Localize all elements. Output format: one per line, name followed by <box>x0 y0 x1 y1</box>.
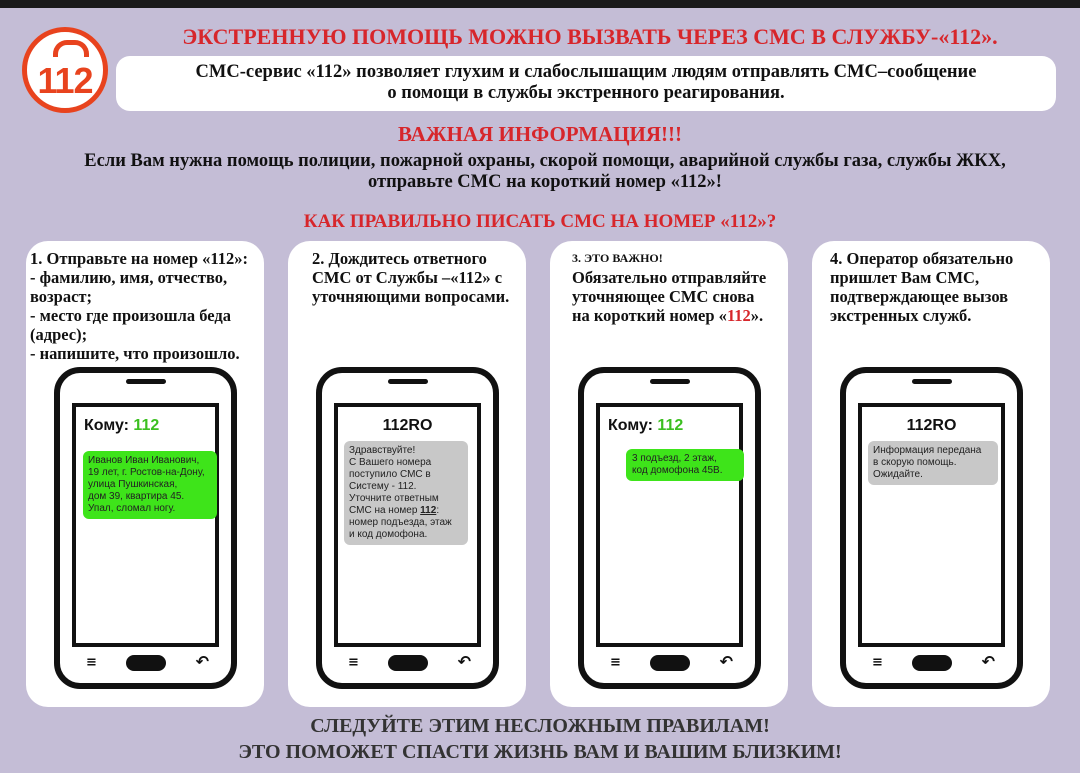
sms-line: улица Пушкинская, <box>88 479 178 490</box>
phone-screen <box>858 403 1005 647</box>
back-arrow-icon: ↶ <box>981 652 995 671</box>
sms-line: код домофона 45В. <box>632 465 723 476</box>
help-text <box>20 151 1070 193</box>
step-3-text-part: ». <box>750 306 764 325</box>
step-2-line: СМС от Службы –«112» с <box>312 268 503 287</box>
back-arrow-icon: ↶ <box>719 652 733 671</box>
step-3-line: уточняющее СМС снова <box>572 287 755 306</box>
back-arrow-icon: ↶ <box>457 652 471 671</box>
step-1-line: - фамилию, имя, отчество, <box>30 268 228 287</box>
sms-line: Информация передана <box>873 445 982 456</box>
phone-screen <box>72 403 219 647</box>
step-4-line: экстренных служб. <box>830 306 972 325</box>
sms-line: Упал, сломал ногу. <box>88 503 176 514</box>
logo-number: 112 <box>37 60 93 101</box>
step-2-text <box>288 249 526 306</box>
step-1-line: возраст; <box>30 287 93 306</box>
phone-handset-icon <box>53 40 89 57</box>
top-border <box>0 0 1080 8</box>
back-arrow-icon: ↶ <box>195 652 209 671</box>
sms-line: Ожидайте. <box>873 469 923 480</box>
step-3-line <box>572 306 784 325</box>
step-4-text <box>812 249 1050 325</box>
speaker <box>650 379 690 384</box>
sms-line <box>349 505 463 517</box>
speaker <box>912 379 952 384</box>
step-card-3 <box>550 241 788 707</box>
sms-line: Здравствуйте! <box>349 445 416 456</box>
phone-nav-bar <box>322 653 493 673</box>
home-button-icon <box>650 655 690 671</box>
info-box <box>116 56 1056 111</box>
help-line-2: отправьте СМС на короткий номер «112»! <box>368 172 722 192</box>
step-4-line: подтверждающее вызов <box>830 287 1009 306</box>
to-number: 112 <box>657 417 684 434</box>
phone-screen <box>334 403 481 647</box>
to-label: Кому: <box>608 417 653 434</box>
footer-line-1: СЛЕДУЙТЕ ЭТИМ НЕСЛОЖНЫМ ПРАВИЛАМ! <box>310 715 770 737</box>
sms-line: Уточните ответным <box>349 493 439 504</box>
sms-bubble-received <box>344 441 468 545</box>
sms-line: Систему - 112. <box>349 481 417 492</box>
step-card-4 <box>812 241 1050 707</box>
sms-line: поступило СМС в <box>349 469 431 480</box>
phone-nav-bar <box>60 653 231 673</box>
sms-bubble-sent <box>626 449 744 481</box>
to-number: 112 <box>133 417 160 434</box>
step-card-2 <box>288 241 526 707</box>
step-3-line: Обязательно отправляйте <box>572 268 767 287</box>
page-title: ЭКСТРЕННУЮ ПОМОЩЬ МОЖНО ВЫЗВАТЬ ЧЕРЕЗ СМС В СЛУЖБУ-«112». <box>182 24 998 49</box>
sms-bubble-received <box>868 441 998 485</box>
help-line-1: Если Вам нужна помощь полиции, пожарной охраны, скорой помощи, аварийной службы газа, службы ЖКХ, <box>84 151 1006 171</box>
sender-header: 112RO <box>906 417 957 434</box>
step-1-line: - место где произошла беда <box>30 306 231 325</box>
menu-icon: ≡ <box>872 655 883 670</box>
phone-screen <box>596 403 743 647</box>
menu-icon: ≡ <box>86 655 97 670</box>
footer-line-2: ЭТО ПОМОЖЕТ СПАСТИ ЖИЗНЬ ВАМ И ВАШИМ БЛИЗКИМ! <box>238 741 842 763</box>
phone-2 <box>316 367 499 689</box>
sms-line: 19 лет, г. Ростов-на-Дону, <box>88 467 205 478</box>
step-4-line: пришлет Вам СМС, <box>830 268 980 287</box>
home-button-icon <box>912 655 952 671</box>
step-1-line: 1. Отправьте на номер «112»: <box>30 249 248 268</box>
step-3-number: 112 <box>726 306 751 325</box>
sms-text: СМС на номер <box>349 505 421 516</box>
info-line-1: СМС-сервис «112» позволяет глухим и слабослышащим людям отправлять СМС–сообщение <box>195 62 977 82</box>
sender-header: 112RO <box>382 417 433 434</box>
sms-line: номер подъезда, этаж <box>349 517 452 528</box>
sms-text: : <box>436 505 440 516</box>
step-1-line: (адрес); <box>30 325 88 344</box>
recipient-label <box>608 417 683 435</box>
footer-text <box>0 713 1080 765</box>
sms-bubble-sent <box>83 451 217 519</box>
to-label: Кому: <box>84 417 129 434</box>
step-3-text-part: на короткий номер « <box>572 306 727 325</box>
step-3-heading: 3. ЭТО ВАЖНО! <box>572 251 663 265</box>
speaker <box>126 379 166 384</box>
phone-nav-bar <box>846 653 1017 673</box>
step-2-line: 2. Дождитесь ответного <box>312 249 487 268</box>
phone-3 <box>578 367 761 689</box>
phone-1 <box>54 367 237 689</box>
sms-line: 3 подъезд, 2 этаж, <box>632 453 717 464</box>
sms-line: дом 39, квартира 45. <box>88 491 185 502</box>
speaker <box>388 379 428 384</box>
step-1-line: - напишите, что произошло. <box>30 344 240 363</box>
step-2-line: уточняющими вопросами. <box>312 287 510 306</box>
step-card-1 <box>26 241 264 707</box>
important-heading: ВАЖНАЯ ИНФОРМАЦИЯ!!! <box>397 122 683 146</box>
sms-line: С Вашего номера <box>349 457 432 468</box>
sms-number: 112 <box>420 505 437 516</box>
menu-icon: ≡ <box>610 655 621 670</box>
sms-line: и код домофона. <box>349 529 428 540</box>
phone-nav-bar <box>584 653 755 673</box>
recipient-label <box>84 417 159 435</box>
step-1-text <box>26 249 264 363</box>
logo-112 <box>22 27 108 113</box>
phone-4 <box>840 367 1023 689</box>
menu-icon: ≡ <box>348 655 359 670</box>
step-3-text <box>550 249 788 325</box>
home-button-icon <box>126 655 166 671</box>
sms-line: в скорую помощь. <box>873 457 957 468</box>
howto-heading: КАК ПРАВИЛЬНО ПИСАТЬ СМС НА НОМЕР «112»? <box>303 211 777 232</box>
info-line-2: о помощи в службы экстренного реагирования. <box>387 83 785 103</box>
sms-line: Иванов Иван Иванович, <box>88 455 200 466</box>
home-button-icon <box>388 655 428 671</box>
step-4-line: 4. Оператор обязательно <box>830 249 1014 268</box>
